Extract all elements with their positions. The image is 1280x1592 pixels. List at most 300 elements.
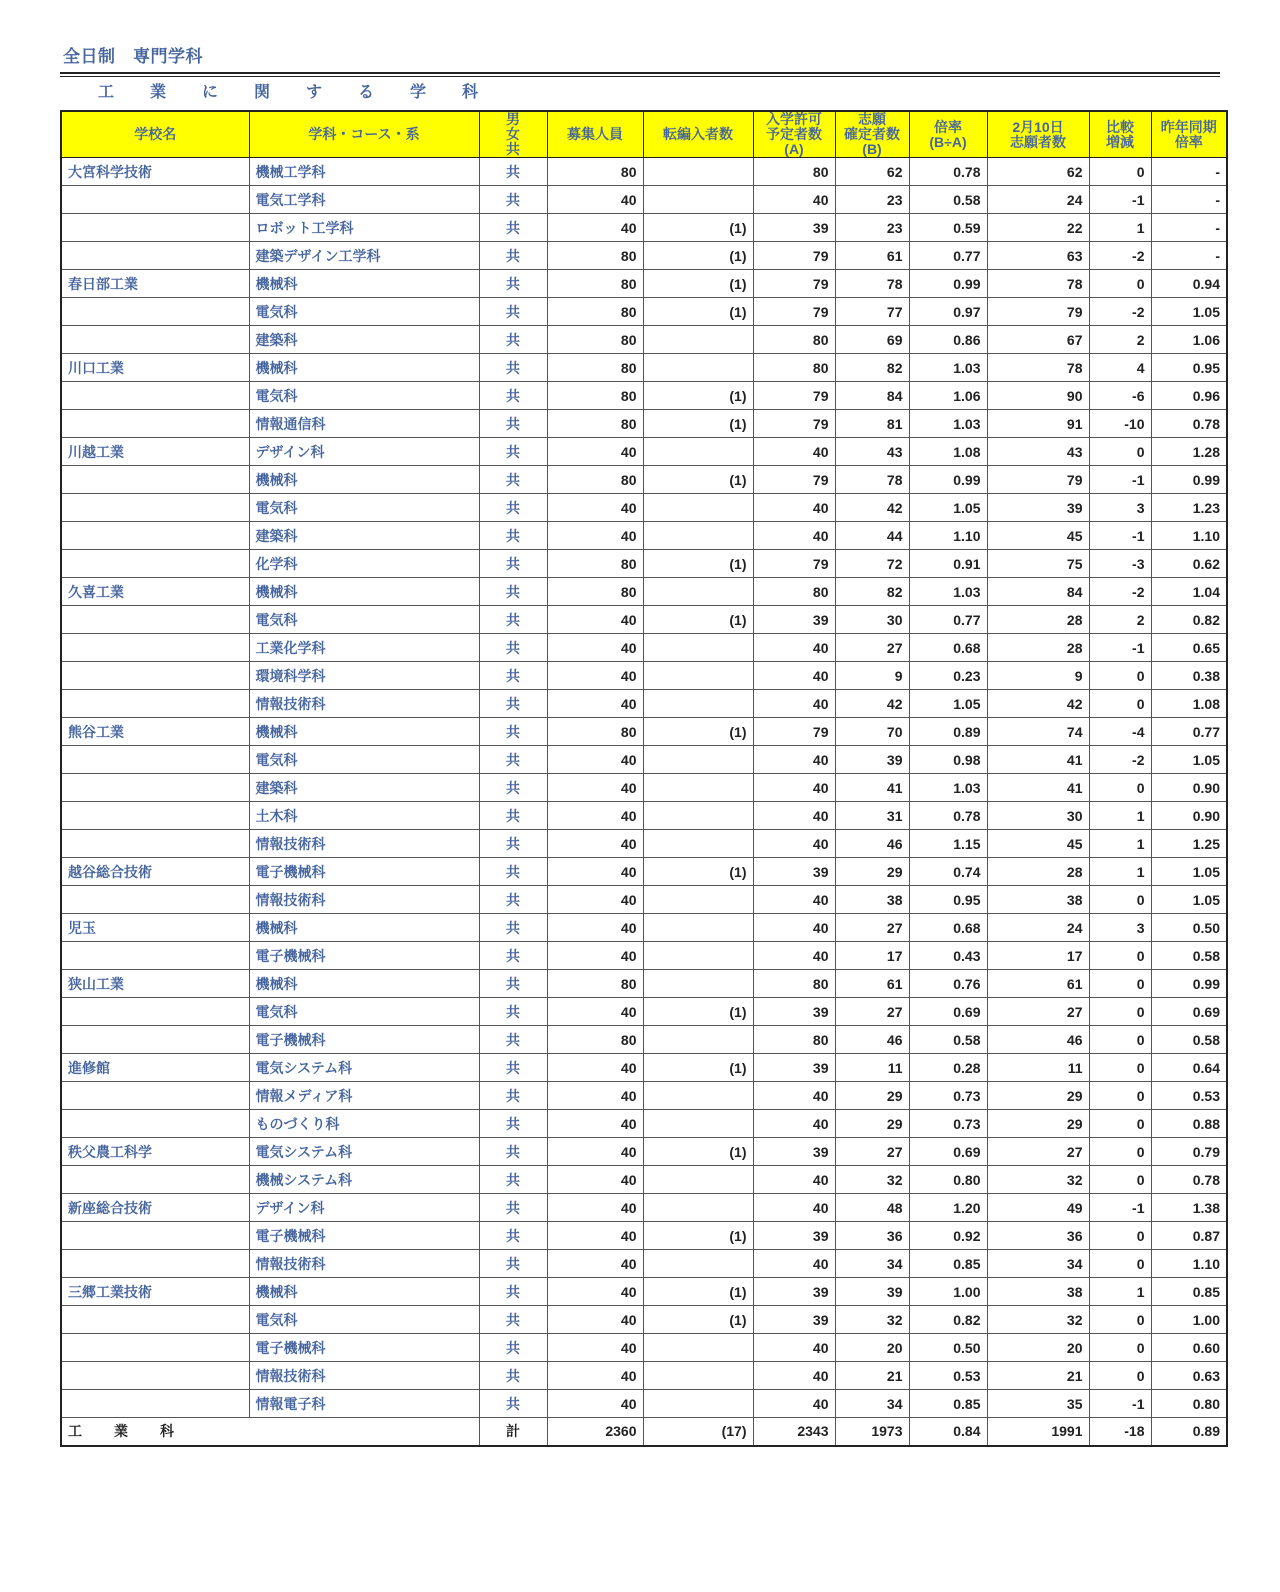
cell-gender: 共	[479, 270, 547, 298]
cell-rate: 1.03	[909, 774, 987, 802]
cell-feb10: 61	[987, 970, 1089, 998]
cell-plan: 40	[753, 522, 835, 550]
cell-transfer	[643, 186, 753, 214]
cell-quota: 40	[547, 830, 643, 858]
cell-transfer	[643, 634, 753, 662]
cell-diff: 0	[1089, 1110, 1151, 1138]
cell-diff: 0	[1089, 998, 1151, 1026]
cell-course: 電気工学科	[249, 186, 479, 214]
col-header-diff-line1: 比較	[1106, 118, 1134, 135]
cell-school: 三郷工業技術	[61, 1278, 249, 1306]
cell-last-rate: 1.25	[1151, 830, 1227, 858]
cell-course: 電子機械科	[249, 1334, 479, 1362]
cell-diff: 0	[1089, 942, 1151, 970]
cell-quota: 80	[547, 298, 643, 326]
cell-quota: 40	[547, 886, 643, 914]
cell-rate: 1.05	[909, 690, 987, 718]
table-footer	[61, 1418, 1227, 1446]
cell-quota: 40	[547, 1222, 643, 1250]
cell-school	[61, 634, 249, 662]
cell-gender: 共	[479, 438, 547, 466]
cell-rate: 0.58	[909, 1026, 987, 1054]
cell-last-rate: 0.85	[1151, 1278, 1227, 1306]
cell-quota: 40	[547, 1082, 643, 1110]
col-header-rate-line1: 倍率	[934, 118, 962, 135]
col-header-gender-line3: 共	[506, 141, 520, 157]
table-row	[61, 1362, 1227, 1390]
cell-last-rate: 0.63	[1151, 1362, 1227, 1390]
cell-feb10: 21	[987, 1362, 1089, 1390]
cell-transfer	[643, 158, 753, 186]
cell-transfer	[643, 1082, 753, 1110]
cell-applicants: 42	[835, 690, 909, 718]
cell-transfer: (1)	[643, 298, 753, 326]
cell-rate: 0.85	[909, 1390, 987, 1418]
title-divider	[60, 72, 1220, 77]
cell-diff: 1	[1089, 1278, 1151, 1306]
cell-last-rate: 0.78	[1151, 1166, 1227, 1194]
cell-rate: 0.82	[909, 1306, 987, 1334]
cell-last-rate: -	[1151, 242, 1227, 270]
table-row	[61, 1082, 1227, 1110]
cell-diff: 0	[1089, 1166, 1151, 1194]
cell-applicants: 78	[835, 466, 909, 494]
cell-gender: 共	[479, 1362, 547, 1390]
cell-applicants: 82	[835, 578, 909, 606]
cell-plan: 40	[753, 438, 835, 466]
cell-feb10: 24	[987, 186, 1089, 214]
cell-school	[61, 1390, 249, 1418]
cell-diff: -1	[1089, 186, 1151, 214]
cell-last-rate: 0.96	[1151, 382, 1227, 410]
cell-quota: 40	[547, 1390, 643, 1418]
cell-quota: 40	[547, 1250, 643, 1278]
cell-transfer: (1)	[643, 410, 753, 438]
cell-school	[61, 1362, 249, 1390]
cell-course: 情報通信科	[249, 410, 479, 438]
cell-applicants: 82	[835, 354, 909, 382]
cell-transfer	[643, 746, 753, 774]
table-row	[61, 858, 1227, 886]
cell-rate: 0.99	[909, 466, 987, 494]
cell-gender: 共	[479, 1166, 547, 1194]
cell-diff: -4	[1089, 718, 1151, 746]
table-row	[61, 1194, 1227, 1222]
cell-plan: 40	[753, 690, 835, 718]
cell-plan: 40	[753, 774, 835, 802]
cell-plan: 79	[753, 242, 835, 270]
cell-school	[61, 1082, 249, 1110]
cell-applicants: 34	[835, 1390, 909, 1418]
cell-diff: -3	[1089, 550, 1151, 578]
cell-feb10: 27	[987, 998, 1089, 1026]
cell-applicants: 29	[835, 858, 909, 886]
cell-gender: 共	[479, 242, 547, 270]
cell-gender: 共	[479, 1082, 547, 1110]
cell-quota: 40	[547, 858, 643, 886]
cell-diff: 2	[1089, 326, 1151, 354]
cell-course: 情報技術科	[249, 1362, 479, 1390]
cell-school: 進修館	[61, 1054, 249, 1082]
cell-rate: 0.43	[909, 942, 987, 970]
cell-feb10: 62	[987, 158, 1089, 186]
cell-plan: 39	[753, 214, 835, 242]
cell-gender: 共	[479, 662, 547, 690]
cell-diff: -1	[1089, 1194, 1151, 1222]
cell-transfer	[643, 690, 753, 718]
cell-last-rate: 0.78	[1151, 410, 1227, 438]
cell-quota: 80	[547, 410, 643, 438]
cell-quota: 40	[547, 214, 643, 242]
cell-last-rate: 0.69	[1151, 998, 1227, 1026]
table-row	[61, 1390, 1227, 1418]
cell-rate: 1.03	[909, 354, 987, 382]
col-header-quota-label: 募集人員	[567, 126, 623, 142]
cell-applicants: 20	[835, 1334, 909, 1362]
cell-transfer: (1)	[643, 1306, 753, 1334]
cell-plan: 80	[753, 326, 835, 354]
cell-transfer	[643, 1250, 753, 1278]
cell-diff: 4	[1089, 354, 1151, 382]
cell-applicants: 27	[835, 1138, 909, 1166]
cell-quota: 80	[547, 718, 643, 746]
cell-gender: 共	[479, 718, 547, 746]
cell-school	[61, 550, 249, 578]
cell-last-rate: 0.88	[1151, 1110, 1227, 1138]
cell-gender: 共	[479, 1194, 547, 1222]
cell-rate: 0.23	[909, 662, 987, 690]
cell-gender: 共	[479, 1334, 547, 1362]
cell-last-rate: 1.10	[1151, 522, 1227, 550]
cell-quota: 80	[547, 550, 643, 578]
cell-course: 電気科	[249, 298, 479, 326]
cell-school	[61, 1250, 249, 1278]
cell-transfer: (1)	[643, 858, 753, 886]
cell-school: 川越工業	[61, 438, 249, 466]
total-feb10: 1991	[987, 1418, 1089, 1446]
col-header-gender-line2: 女	[506, 126, 520, 142]
cell-applicants: 61	[835, 242, 909, 270]
cell-plan: 40	[753, 1194, 835, 1222]
cell-rate: 0.68	[909, 914, 987, 942]
cell-diff: 0	[1089, 774, 1151, 802]
cell-last-rate: 0.77	[1151, 718, 1227, 746]
cell-applicants: 30	[835, 606, 909, 634]
cell-plan: 40	[753, 830, 835, 858]
cell-rate: 1.10	[909, 522, 987, 550]
col-header-applicants	[835, 111, 909, 158]
cell-gender: 共	[479, 550, 547, 578]
cell-gender: 共	[479, 1110, 547, 1138]
cell-transfer: (1)	[643, 998, 753, 1026]
cell-course: 情報技術科	[249, 830, 479, 858]
table-row	[61, 382, 1227, 410]
cell-applicants: 23	[835, 186, 909, 214]
cell-quota: 40	[547, 634, 643, 662]
cell-applicants: 31	[835, 802, 909, 830]
cell-feb10: 67	[987, 326, 1089, 354]
cell-course: 土木科	[249, 802, 479, 830]
table-row	[61, 1250, 1227, 1278]
cell-applicants: 84	[835, 382, 909, 410]
col-header-feb10-line2: 志願者数	[1010, 133, 1066, 150]
cell-school	[61, 214, 249, 242]
cell-quota: 40	[547, 1334, 643, 1362]
cell-course: 電気システム科	[249, 1054, 479, 1082]
table-row	[61, 466, 1227, 494]
cell-feb10: 90	[987, 382, 1089, 410]
cell-last-rate: 1.38	[1151, 1194, 1227, 1222]
cell-plan: 39	[753, 1278, 835, 1306]
cell-feb10: 49	[987, 1194, 1089, 1222]
cell-rate: 0.50	[909, 1334, 987, 1362]
cell-transfer	[643, 802, 753, 830]
cell-gender: 共	[479, 1138, 547, 1166]
section-title: 工 業 に 関 す る 学 科	[98, 84, 489, 101]
cell-school	[61, 1222, 249, 1250]
cell-applicants: 46	[835, 1026, 909, 1054]
cell-feb10: 45	[987, 522, 1089, 550]
cell-applicants: 21	[835, 1362, 909, 1390]
cell-transfer	[643, 662, 753, 690]
cell-rate: 0.74	[909, 858, 987, 886]
cell-course: 機械科	[249, 466, 479, 494]
cell-gender: 共	[479, 1278, 547, 1306]
cell-course: デザイン科	[249, 438, 479, 466]
cell-applicants: 17	[835, 942, 909, 970]
cell-course: ものづくり科	[249, 1110, 479, 1138]
cell-applicants: 32	[835, 1166, 909, 1194]
cell-school: 熊谷工業	[61, 718, 249, 746]
table-row	[61, 634, 1227, 662]
cell-plan: 40	[753, 1166, 835, 1194]
cell-diff: 0	[1089, 1138, 1151, 1166]
cell-diff: -2	[1089, 242, 1151, 270]
cell-quota: 40	[547, 1054, 643, 1082]
total-plan: 2343	[753, 1418, 835, 1446]
cell-feb10: 38	[987, 886, 1089, 914]
cell-school	[61, 690, 249, 718]
cell-applicants: 81	[835, 410, 909, 438]
cell-gender: 共	[479, 298, 547, 326]
table-row	[61, 270, 1227, 298]
table-row	[61, 718, 1227, 746]
table-row	[61, 662, 1227, 690]
cell-course: 電気科	[249, 1306, 479, 1334]
cell-plan: 39	[753, 1054, 835, 1082]
cell-rate: 0.53	[909, 1362, 987, 1390]
cell-school	[61, 298, 249, 326]
cell-feb10: 45	[987, 830, 1089, 858]
total-quota: 2360	[547, 1418, 643, 1446]
cell-transfer: (1)	[643, 1138, 753, 1166]
table-row	[61, 1278, 1227, 1306]
cell-feb10: 46	[987, 1026, 1089, 1054]
cell-last-rate: 0.99	[1151, 970, 1227, 998]
table-row	[61, 606, 1227, 634]
cell-plan: 40	[753, 1082, 835, 1110]
cell-last-rate: 1.05	[1151, 858, 1227, 886]
cell-feb10: 29	[987, 1082, 1089, 1110]
cell-applicants: 27	[835, 998, 909, 1026]
cell-diff: 0	[1089, 690, 1151, 718]
cell-school	[61, 186, 249, 214]
cell-gender: 共	[479, 914, 547, 942]
cell-quota: 80	[547, 1026, 643, 1054]
cell-school	[61, 1110, 249, 1138]
col-header-applicants-line2: 確定者数	[844, 126, 900, 142]
cell-gender: 共	[479, 774, 547, 802]
cell-course: 電気科	[249, 746, 479, 774]
table-row	[61, 774, 1227, 802]
col-header-school	[61, 111, 249, 158]
cell-transfer	[643, 914, 753, 942]
cell-rate: 0.78	[909, 802, 987, 830]
cell-diff: 0	[1089, 438, 1151, 466]
cell-diff: 0	[1089, 1306, 1151, 1334]
cell-applicants: 29	[835, 1110, 909, 1138]
cell-course: 機械システム科	[249, 1166, 479, 1194]
cell-feb10: 20	[987, 1334, 1089, 1362]
cell-diff: 2	[1089, 606, 1151, 634]
cell-transfer: (1)	[643, 242, 753, 270]
cell-course: 情報技術科	[249, 690, 479, 718]
cell-transfer	[643, 438, 753, 466]
cell-plan: 79	[753, 382, 835, 410]
col-header-course	[249, 111, 479, 158]
col-header-last-rate-line1: 昨年同期	[1160, 118, 1217, 135]
cell-last-rate: 1.00	[1151, 1306, 1227, 1334]
cell-diff: -1	[1089, 1390, 1151, 1418]
cell-transfer: (1)	[643, 382, 753, 410]
cell-feb10: 34	[987, 1250, 1089, 1278]
cell-feb10: 91	[987, 410, 1089, 438]
table-row	[61, 886, 1227, 914]
cell-last-rate: 0.90	[1151, 802, 1227, 830]
table-row	[61, 1026, 1227, 1054]
cell-course: 電気科	[249, 494, 479, 522]
cell-last-rate: 0.82	[1151, 606, 1227, 634]
table-body	[61, 158, 1227, 1418]
table-row	[61, 942, 1227, 970]
cell-course: 機械科	[249, 578, 479, 606]
cell-last-rate: 0.64	[1151, 1054, 1227, 1082]
table-row	[61, 1138, 1227, 1166]
col-header-diff	[1089, 111, 1151, 158]
cell-rate: 0.78	[909, 158, 987, 186]
cell-feb10: 32	[987, 1166, 1089, 1194]
total-label: 工 業 科	[61, 1418, 479, 1446]
cell-plan: 40	[753, 1334, 835, 1362]
cell-rate: 0.95	[909, 886, 987, 914]
cell-rate: 0.76	[909, 970, 987, 998]
total-diff: -18	[1089, 1418, 1151, 1446]
cell-feb10: 75	[987, 550, 1089, 578]
cell-rate: 0.77	[909, 606, 987, 634]
cell-gender: 共	[479, 830, 547, 858]
cell-course: 機械工学科	[249, 158, 479, 186]
cell-quota: 40	[547, 914, 643, 942]
col-header-last-rate-line2: 倍率	[1174, 133, 1203, 150]
col-header-course-label: 学科・コース・系	[308, 126, 420, 142]
cell-feb10: 78	[987, 270, 1089, 298]
cell-gender: 共	[479, 494, 547, 522]
cell-gender: 共	[479, 998, 547, 1026]
cell-plan: 40	[753, 802, 835, 830]
cell-last-rate: 1.05	[1151, 886, 1227, 914]
cell-gender: 共	[479, 466, 547, 494]
cell-rate: 0.91	[909, 550, 987, 578]
cell-gender: 共	[479, 970, 547, 998]
cell-quota: 40	[547, 746, 643, 774]
cell-gender: 共	[479, 858, 547, 886]
cell-rate: 0.73	[909, 1082, 987, 1110]
col-header-quota	[547, 111, 643, 158]
document-title: 全日制 専門学科	[63, 47, 203, 66]
cell-course: 情報メディア科	[249, 1082, 479, 1110]
cell-rate: 1.15	[909, 830, 987, 858]
cell-diff: 0	[1089, 662, 1151, 690]
cell-transfer	[643, 326, 753, 354]
cell-last-rate: 0.62	[1151, 550, 1227, 578]
cell-quota: 40	[547, 662, 643, 690]
cell-school	[61, 242, 249, 270]
cell-diff: 1	[1089, 214, 1151, 242]
cell-plan: 39	[753, 998, 835, 1026]
cell-rate: 0.59	[909, 214, 987, 242]
cell-last-rate: 0.90	[1151, 774, 1227, 802]
cell-gender: 共	[479, 886, 547, 914]
cell-diff: 0	[1089, 158, 1151, 186]
cell-plan: 40	[753, 662, 835, 690]
cell-rate: 0.80	[909, 1166, 987, 1194]
cell-rate: 0.69	[909, 1138, 987, 1166]
cell-plan: 39	[753, 1222, 835, 1250]
cell-applicants: 48	[835, 1194, 909, 1222]
table-row	[61, 802, 1227, 830]
cell-transfer	[643, 942, 753, 970]
table-row	[61, 326, 1227, 354]
cell-rate: 0.73	[909, 1110, 987, 1138]
cell-course: 機械科	[249, 914, 479, 942]
cell-quota: 40	[547, 1110, 643, 1138]
cell-rate: 0.58	[909, 186, 987, 214]
cell-course: 工業化学科	[249, 634, 479, 662]
cell-applicants: 32	[835, 1306, 909, 1334]
cell-plan: 80	[753, 354, 835, 382]
table-row	[61, 354, 1227, 382]
cell-course: 情報電子科	[249, 1390, 479, 1418]
cell-course: 建築科	[249, 522, 479, 550]
cell-course: 電気科	[249, 998, 479, 1026]
cell-rate: 0.89	[909, 718, 987, 746]
cell-school	[61, 662, 249, 690]
cell-gender: 共	[479, 690, 547, 718]
cell-diff: 0	[1089, 886, 1151, 914]
cell-diff: 1	[1089, 858, 1151, 886]
cell-quota: 40	[547, 494, 643, 522]
cell-school: 久喜工業	[61, 578, 249, 606]
cell-quota: 80	[547, 242, 643, 270]
cell-plan: 40	[753, 1250, 835, 1278]
cell-feb10: 22	[987, 214, 1089, 242]
cell-rate: 1.03	[909, 410, 987, 438]
cell-plan: 40	[753, 746, 835, 774]
cell-school	[61, 522, 249, 550]
total-transfer: (17)	[643, 1418, 753, 1446]
cell-plan: 80	[753, 970, 835, 998]
admissions-table	[60, 110, 1228, 1447]
